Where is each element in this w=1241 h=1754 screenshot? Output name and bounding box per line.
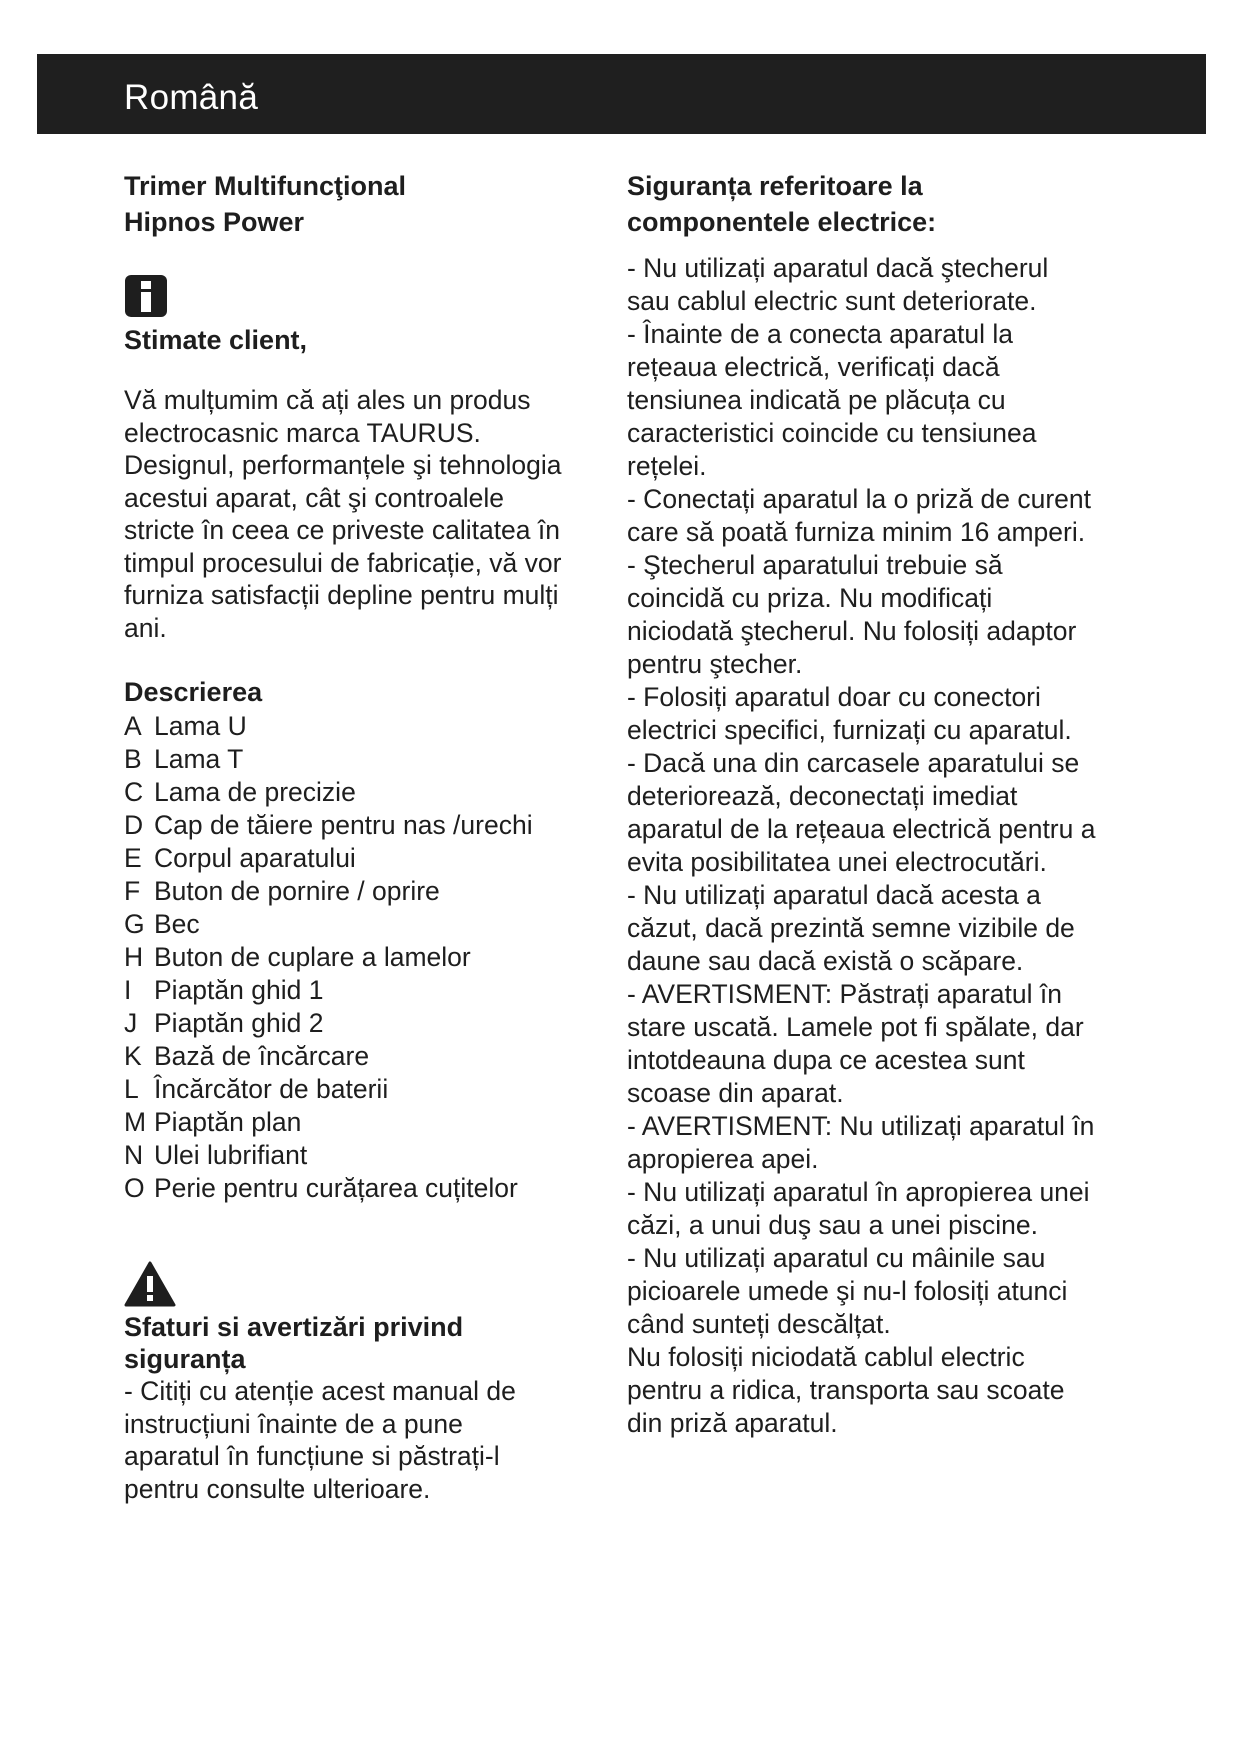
safety-item: - Nu utilizați aparatul dacă ştecherul sau cablul electric sunt deteriorate.: [627, 253, 1049, 316]
description-item: [124, 776, 564, 809]
item-label: Lama de precizie: [154, 777, 356, 807]
safety-item: - AVERTISMENT: Păstrați aparatul în stare uscată. Lamele pot fi spălate, dar intotdeauna dupa ce acestea sunt scoase din aparat.: [627, 979, 1084, 1108]
description-item: [124, 1172, 564, 1205]
description-item: [124, 1073, 564, 1106]
electrical-safety-list: [627, 252, 1097, 1440]
item-letter: N: [124, 1140, 144, 1170]
item-label: Buton de pornire / oprire: [154, 876, 440, 906]
left-column: [124, 168, 564, 1505]
description-item: [124, 743, 564, 776]
safety-item: - Dacă una din carcasele aparatului se deteriorează, deconectați imediat aparatul de la rețeaua electrică pentru a evita posibilitatea unei electrocutări.: [627, 748, 1096, 877]
product-title-line-2: Hipnos Power: [124, 207, 305, 237]
item-letter: H: [124, 942, 144, 972]
item-label: Încărcător de baterii: [154, 1074, 389, 1104]
item-label: Bază de încărcare: [154, 1041, 370, 1071]
description-item: [124, 1040, 564, 1073]
item-label: Lama T: [154, 744, 244, 774]
description-list: [124, 710, 564, 1205]
safety-item: - Ştecherul aparatului trebuie să coincidă cu priza. Nu modificați niciodată ştecherul. Nu folosiți adaptor pentru ştecher.: [627, 550, 1077, 679]
item-letter: L: [124, 1074, 139, 1104]
item-letter: G: [124, 909, 145, 939]
item-label: Lama U: [154, 711, 247, 741]
item-letter: M: [124, 1107, 147, 1137]
safety-item: Nu folosiți niciodată cablul electric pentru a ridica, transporta sau scoate din priză aparatul.: [627, 1342, 1065, 1438]
item-letter: B: [124, 744, 142, 774]
warning-icon: [124, 1261, 176, 1307]
greeting: Stimate client,: [124, 325, 308, 355]
safety-title: Sfaturi si avertizări privind siguranța: [124, 1312, 464, 1374]
language-title: Română: [124, 78, 259, 117]
item-label: Piaptăn ghid 1: [154, 975, 324, 1005]
item-label: Corpul aparatului: [154, 843, 356, 873]
intro-paragraph: Vă mulțumim că ați ales un produs electrocasnic marca TAURUS. Designul, performanțele şi tehnologia acestui aparat, cât şi controalele stricte în ceea ce priveste calitatea în timpul procesului de fabricație, vă vor furniza satisfacții depline pentru mulți ani.: [124, 385, 562, 643]
item-label: Ulei lubrifiant: [154, 1140, 308, 1170]
right-column: [627, 168, 1097, 1440]
safety-item: - AVERTISMENT: Nu utilizați aparatul în apropierea apei.: [627, 1111, 1095, 1174]
item-letter: D: [124, 810, 144, 840]
safety-item: - Nu utilizați aparatul cu mâinile sau picioarele umede şi nu-l folosiți atunci când sunteți descălțat.: [627, 1243, 1068, 1339]
item-letter: C: [124, 777, 144, 807]
description-item: [124, 842, 564, 875]
safety-item: - Nu utilizați aparatul dacă acesta a căzut, dacă prezintă semne vizibile de daune sau dacă există o scăpare.: [627, 880, 1075, 976]
item-letter: J: [124, 1008, 138, 1038]
item-label: Cap de tăiere pentru nas /urechi: [154, 810, 533, 840]
item-letter: I: [124, 975, 132, 1005]
electrical-safety-heading: Siguranța referitoare la componentele electrice:: [627, 171, 937, 237]
description-item: [124, 875, 564, 908]
product-title-line-1: Trimer Multifuncţional: [124, 171, 407, 201]
language-header-bar: [37, 54, 1206, 134]
item-label: Piaptăn plan: [154, 1107, 302, 1137]
info-icon: [124, 274, 168, 318]
item-letter: E: [124, 843, 142, 873]
description-item: [124, 1106, 564, 1139]
safety-item: - Nu utilizați aparatul în apropierea unei căzi, a unui duş sau a unei piscine.: [627, 1177, 1090, 1240]
safety-item: - Conectați aparatul la o priză de curent care să poată furniza minim 16 amperi.: [627, 484, 1092, 547]
description-item: [124, 908, 564, 941]
item-letter: K: [124, 1041, 142, 1071]
safety-item: - Folosiți aparatul doar cu conectori electrici specifici, furnizați cu aparatul.: [627, 682, 1072, 745]
description-item: [124, 1139, 564, 1172]
safety-item: - Înainte de a conecta aparatul la rețeaua electrică, verificați dacă tensiunea indicată pe plăcuța cu caracteristici coincide cu tensiunea rețelei.: [627, 319, 1037, 481]
item-letter: A: [124, 711, 142, 741]
description-item: [124, 809, 564, 842]
description-item: [124, 710, 564, 743]
item-label: Buton de cuplare a lamelor: [154, 942, 471, 972]
description-item: [124, 1007, 564, 1040]
item-label: Piaptăn ghid 2: [154, 1008, 324, 1038]
description-item: [124, 941, 564, 974]
item-letter: O: [124, 1173, 145, 1203]
description-item: [124, 974, 564, 1007]
item-label: Bec: [154, 909, 200, 939]
item-letter: F: [124, 876, 141, 906]
description-title: Descrierea: [124, 677, 263, 707]
safety-intro: - Citiți cu atenție acest manual de instrucțiuni înainte de a pune aparatul în funcțiune si păstrați-l pentru consulte ulterioare.: [124, 1376, 516, 1504]
item-label: Perie pentru curățarea cuțitelor: [154, 1173, 518, 1203]
